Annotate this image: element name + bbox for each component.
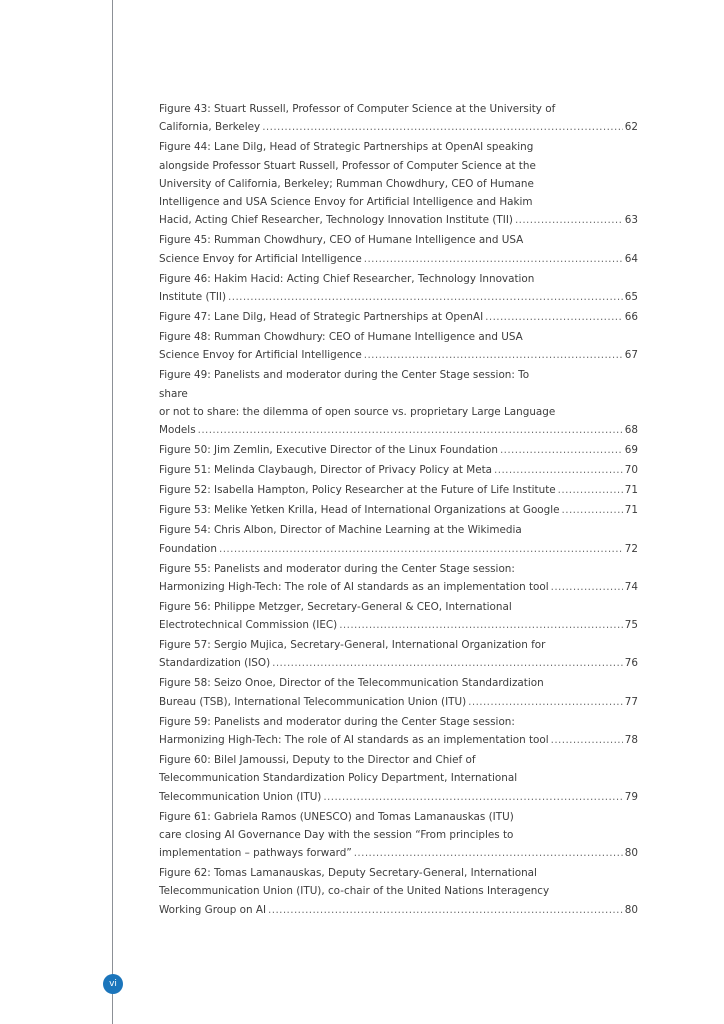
toc-page-number: 63 — [624, 214, 638, 227]
dot-leader — [262, 118, 623, 136]
toc-entry[interactable] — [159, 366, 638, 439]
toc-entry-text: California, Berkeley — [159, 121, 261, 134]
toc-entry[interactable] — [159, 231, 638, 268]
toc-entry[interactable] — [159, 751, 638, 806]
toc-entry-text: Harmonizing High-Tech: The role of AI standards as an implementation tool — [159, 734, 549, 746]
toc-entry-line: Figure 49: Panelists and moderator during the Center Stage session: To share — [159, 369, 530, 400]
toc-page-number: 65 — [624, 290, 638, 303]
toc-entry-line: Figure 59: Panelists and moderator during the Center Stage session: — [159, 715, 515, 728]
toc-entry[interactable] — [159, 328, 638, 365]
dot-leader — [551, 731, 623, 749]
toc-entry-text: Standardization (ISO) — [159, 657, 271, 670]
toc-entry-last-line — [159, 346, 638, 364]
toc-entry-text: Figure 53: Melike Yetken Krilla, Head of International Organizations at Google — [159, 504, 560, 517]
toc-page-number: 64 — [624, 252, 638, 265]
toc-page-number: 68 — [624, 424, 638, 437]
dot-leader — [228, 288, 623, 306]
toc-page-number: 62 — [624, 121, 638, 134]
dot-leader — [219, 540, 623, 558]
toc-entry-last-line — [159, 901, 638, 919]
toc-entry[interactable] — [159, 481, 638, 499]
toc-entry-last-line — [159, 501, 638, 519]
toc-page-number: 78 — [624, 734, 638, 746]
dot-leader — [198, 421, 623, 439]
toc-entry-line: Intelligence and USA Science Envoy for Artificial Intelligence and Hakim — [159, 196, 533, 209]
toc-entry-line: or not to share: the dilemma of open source vs. proprietary Large Language — [159, 405, 556, 418]
dot-leader — [339, 616, 623, 634]
dot-leader — [364, 250, 623, 268]
toc-page-number: 76 — [624, 657, 638, 670]
toc-entry-line: Figure 56: Philippe Metzger, Secretary-General & CEO, International — [159, 600, 512, 613]
toc-page-number: 80 — [624, 903, 638, 916]
toc-entry-text: Foundation — [159, 542, 218, 555]
toc-entry[interactable] — [159, 461, 638, 479]
toc-entry-text: Hacid, Acting Chief Researcher, Technology Innovation Institute (TII) — [159, 214, 513, 227]
toc-entry-text: Models — [159, 424, 196, 437]
toc-page-number: 66 — [624, 310, 638, 323]
toc-entry-line: Figure 54: Chris Albon, Director of Machine Learning at the Wikimedia — [159, 524, 522, 537]
toc-entry-line: Figure 61: Gabriela Ramos (UNESCO) and Tomas Lamanauskas (ITU) — [159, 810, 514, 823]
dot-leader — [272, 654, 623, 672]
toc-entry-text: Bureau (TSB), International Telecommunication Union (ITU) — [159, 695, 467, 708]
toc-entry-last-line — [159, 118, 638, 136]
dot-leader — [500, 441, 623, 459]
toc-entry-text: Electrotechnical Commission (IEC) — [159, 619, 338, 632]
toc-entry-text: Science Envoy for Artificial Intelligence — [159, 252, 362, 265]
toc-entry-line: Figure 62: Tomas Lamanauskas, Deputy Secretary-General, International — [159, 867, 537, 880]
toc-entry-line: Figure 45: Rumman Chowdhury, CEO of Humane Intelligence and USA — [159, 234, 524, 247]
toc-entry-text: Figure 47: Lane Dilg, Head of Strategic Partnerships at OpenAI — [159, 310, 484, 323]
toc-entry[interactable] — [159, 441, 638, 459]
toc-page-number: 74 — [624, 580, 638, 593]
toc-entry-last-line — [159, 654, 638, 672]
toc-entry-last-line — [159, 211, 638, 229]
toc-entry-line: Telecommunication Union (ITU), co-chair of the United Nations Interagency — [159, 885, 550, 898]
toc-page-number: 70 — [624, 464, 638, 477]
toc-entry-line: alongside Professor Stuart Russell, Professor of Computer Science at the — [159, 159, 536, 172]
toc-entry-line: Figure 46: Hakim Hacid: Acting Chief Researcher, Technology Innovation — [159, 272, 535, 285]
toc-entry-last-line — [159, 288, 638, 306]
toc-entry-text: Figure 50: Jim Zemlin, Executive Director of the Linux Foundation — [159, 444, 498, 457]
toc-page-number: 69 — [624, 444, 638, 457]
toc-entry-line: Figure 44: Lane Dilg, Head of Strategic Partnerships at OpenAI speaking — [159, 141, 534, 154]
toc-entry-last-line — [159, 578, 638, 596]
toc-entry-line: Figure 57: Sergio Mujica, Secretary-General, International Organization for — [159, 639, 546, 652]
toc-page-number: 79 — [624, 790, 638, 803]
toc-entry-line: Telecommunication Standardization Policy Department, International — [159, 772, 518, 785]
toc-entry-last-line — [159, 616, 638, 634]
toc-entry-text: Science Envoy for Artificial Intelligence — [159, 349, 362, 362]
toc-entry[interactable] — [159, 501, 638, 519]
margin-rule — [112, 0, 113, 1024]
toc-entry-line: University of California, Berkeley; Rumman Chowdhury, CEO of Humane — [159, 177, 534, 190]
toc-entry-last-line — [159, 540, 638, 558]
toc-entry[interactable] — [159, 560, 638, 597]
toc-entry-text: Institute (TII) — [159, 290, 227, 303]
toc-entry[interactable] — [159, 713, 638, 750]
toc-entry-text: Figure 51: Melinda Claybaugh, Director of Privacy Policy at Meta — [159, 464, 493, 477]
list-of-figures — [159, 100, 638, 919]
toc-entry[interactable] — [159, 521, 638, 558]
toc-entry-last-line — [159, 788, 638, 806]
dot-leader — [494, 461, 623, 479]
dot-leader — [354, 844, 623, 862]
toc-entry-text: Figure 52: Isabella Hampton, Policy Researcher at the Future of Life Institute — [159, 484, 556, 497]
toc-entry[interactable] — [159, 100, 638, 137]
toc-entry-last-line — [159, 250, 638, 268]
toc-entry[interactable] — [159, 674, 638, 711]
page-number-badge: vi — [103, 974, 123, 994]
toc-entry-last-line — [159, 441, 638, 459]
toc-entry[interactable] — [159, 270, 638, 307]
toc-entry[interactable] — [159, 138, 638, 229]
toc-page-number: 75 — [624, 619, 638, 632]
toc-entry-last-line — [159, 844, 638, 862]
toc-entry-text: Harmonizing High-Tech: The role of AI standards as an implementation tool — [159, 580, 549, 593]
toc-page-number: 71 — [624, 504, 638, 517]
toc-entry-last-line — [159, 481, 638, 499]
toc-entry-line: Figure 58: Seizo Onoe, Director of the Telecommunication Standardization — [159, 677, 544, 690]
dot-leader — [558, 481, 623, 499]
toc-entry[interactable] — [159, 808, 638, 863]
toc-page-number: 77 — [624, 695, 638, 708]
dot-leader — [515, 211, 623, 229]
toc-entry-text: implementation – pathways forward” — [159, 847, 352, 860]
toc-page-number: 71 — [624, 484, 638, 497]
dot-leader — [485, 308, 623, 326]
toc-entry-last-line — [159, 421, 638, 439]
dot-leader — [468, 693, 623, 711]
dot-leader — [323, 788, 622, 806]
dot-leader — [268, 901, 623, 919]
toc-page-number: 80 — [624, 847, 638, 860]
toc-entry-line: Figure 48: Rumman Chowdhury: CEO of Humane Intelligence and USA — [159, 330, 523, 343]
toc-entry-line: Figure 55: Panelists and moderator during the Center Stage session: — [159, 562, 515, 575]
toc-entry-text: Working Group on AI — [159, 903, 267, 916]
toc-entry-last-line — [159, 308, 638, 326]
toc-entry-line: Figure 60: Bilel Jamoussi, Deputy to the Director and Chief of — [159, 754, 476, 767]
toc-entry[interactable] — [159, 636, 638, 673]
dot-leader — [562, 501, 623, 519]
dot-leader — [364, 346, 623, 364]
toc-entry[interactable] — [159, 308, 638, 326]
toc-entry-last-line — [159, 461, 638, 479]
toc-entry-text: Telecommunication Union (ITU) — [159, 790, 322, 803]
toc-page-number: 67 — [624, 349, 638, 362]
toc-entry[interactable] — [159, 864, 638, 919]
toc-entry-last-line — [159, 731, 638, 749]
toc-page-number: 72 — [624, 542, 638, 555]
toc-entry-line: Figure 43: Stuart Russell, Professor of Computer Science at the University of — [159, 103, 556, 115]
toc-entry-line: care closing AI Governance Day with the session “From principles to — [159, 828, 514, 841]
dot-leader — [551, 578, 623, 596]
toc-entry-last-line — [159, 693, 638, 711]
toc-entry[interactable] — [159, 598, 638, 635]
